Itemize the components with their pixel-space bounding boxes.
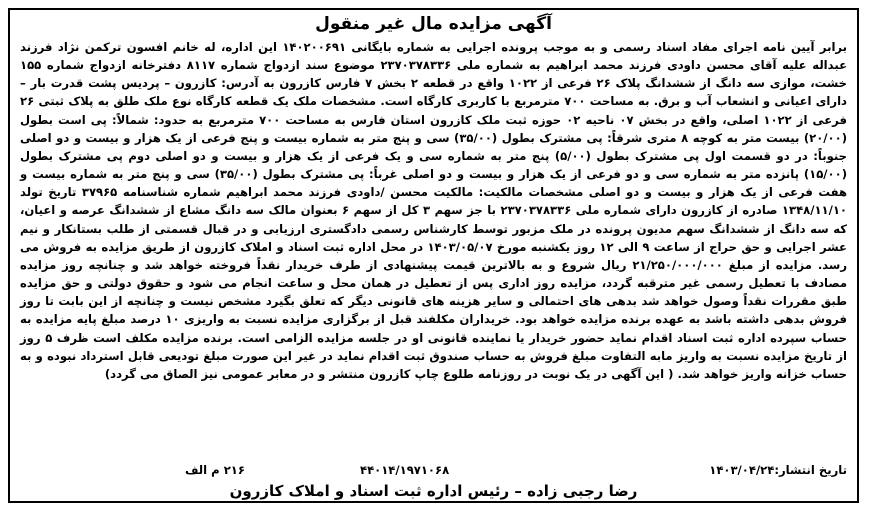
page-code: ۲۱۶ م الف — [185, 463, 245, 477]
notice-body: برابر آیین نامه اجرای مفاد اسناد رسمی و به موجب پرونده اجرایی به شماره بایگانی ۱۴۰۲۰۰۶۹۱ این اداره، له خانم افسون ترکمن نژاد فرزند عبداله علیه آقای محسن داودی فرزند محمد ابراهیم به شماره ملی ۲۳۷۰۳۷۸۳۳۶ موضوع سند ازدواج شماره ۸۱۱۷ دفترخانه ازدواج شماره ۱۵۵ خشت، موازی سه دانگ از ششدانگ پلاک ۲۶ فرعی از ۱۰۲۲ واقع در قطعه ۲ بخش ۷ فارس کازرون به آدرس: کازرون – پردیس پشت قدرت بار – دارای اعیانی و انشعاب آب و برق. به مساحت ۷۰۰ مترمربع با کاربری کارگاه است. مشخصات ملک یک قطعه کارگاه نوع ملک طلق به پلاک ثبتی ۲۶ فرعی از ۱۰۲۲ اصلی، واقع در بخش ۰۷ ناحیه ۰۲ حوزه ثبت ملک کازرون استان فارس به مساحت ۷۰۰ مترمربع به حدود: شمالاً: پی است بطول (۲۰/۰۰) بیست متر به کوچه ۸ متری شرقاً: پی مشترک بطول (۳۵/۰۰) سی و پنج متر به شماره بیست و پنج فرعی از یک هزار و بیست و دو اصلی جنوباً: در دو قسمت اول پی مشترک بطول (۵/۰۰) پنج متر به شماره سی و یک فرعی از یک هزار و بیست و دو اصلی دوم پی مشترک بطول (۱۵/۰۰) پانزده متر به شماره سی و دو فرعی از یک هزار و بیست و دو اصلی غرباً: پی مشترک بطول (۳۵/۰۰) سی و پنج متر به شماره بیست و هفت فرعی از یک هزار و بیست و دو اصلی مشخصات مالکیت: مالکیت محسن /داودی فرزند محمد ابراهیم شماره شناسنامه ۳۷۹۶۵ تاریخ تولد ۱۳۴۸/۱۱/۱۰ صادره از کازرون دارای شماره ملی ۲۳۷۰۳۷۸۳۳۶ با جز سهم ۳ کل از سهم ۶ بعنوان مالک سه دانگ مشاع از ششدانگ عرصه و اعیان، که سه دانگ از ششدانگ سهم مدیون پرونده در ملک مزبور توسط کارشناس رسمی دادگستری ارزیابی و در قبال قسمتی از طلب بستانکار و نیم عشر اجرایی و حق حراج از ساعت ۹ الی ۱۲ روز یکشنبه مورخ ۱۴۰۳/۰۵/۰۷ در محل اداره ثبت اسناد و املاک کازرون از طریق مزایده به فروش می رسد. مزایده از مبلغ ۲۱/۲۵۰/۰۰۰/۰۰۰ ریال شروع و به بالاترین قیمت پیشنهادی از طرف خریدار نقداً فروخته خواهد شد و چنانچه روز مزایده مصادف با تعطیل رسمی غیر مترقبه گردد، مزایده روز اداری پس از تعطیل در همان محل و ساعت انجام می شود و حقوق دولتی و حق مزایده طبق مقررات نقداً وصول خواهد شد بدهی های احتمالی و سایر هزینه های قانونی دیگر که تعلق بگیرد مشخص نیست و چنانچه از این بابت تا روز فروش بدهی داشته باشد به عهده برنده مزایده خواهد بود. خریداران مکلفند قبل از برگزاری مزایده نسبت به واریزی ۱۰ درصد مبلغ پایه مزایده به حساب سپرده اداره ثبت اسناد اقدام نماید حضور خریدار یا نماینده قانونی او در جلسه مزایده الزامی است. برنده مزایده مکلف است ظرف ۵ روز از تاریخ مزایده نسبت به واریز مابه التفاوت مبلغ فروش به حساب صندوق ثبت اقدام نماید در غیر این صورت مبلغ تودیعی قابل استرداد نبوده و به حساب خزانه واریز خواهد شد. ( این آگهی در یک نوبت در روزنامه طلوع چاپ کازرون منتشر و در معابر عمومی نیز الصاق می گردد) — [20, 40, 848, 381]
reference-number: ۴۴۰۱۴/۱۹۷۱۰۶۸ — [360, 463, 450, 477]
notice-footer — [20, 461, 847, 479]
notice-title: آگهی مزایده مال غیر منقول — [315, 14, 552, 34]
signature-line: رضا رجبی زاده – رئیس اداره ثبت اسناد و املاک کازرون — [229, 482, 638, 500]
publication-date: تاریخ انتشار:۱۴۰۳/۰۴/۲۴ — [709, 463, 847, 477]
auction-notice — [8, 8, 859, 503]
